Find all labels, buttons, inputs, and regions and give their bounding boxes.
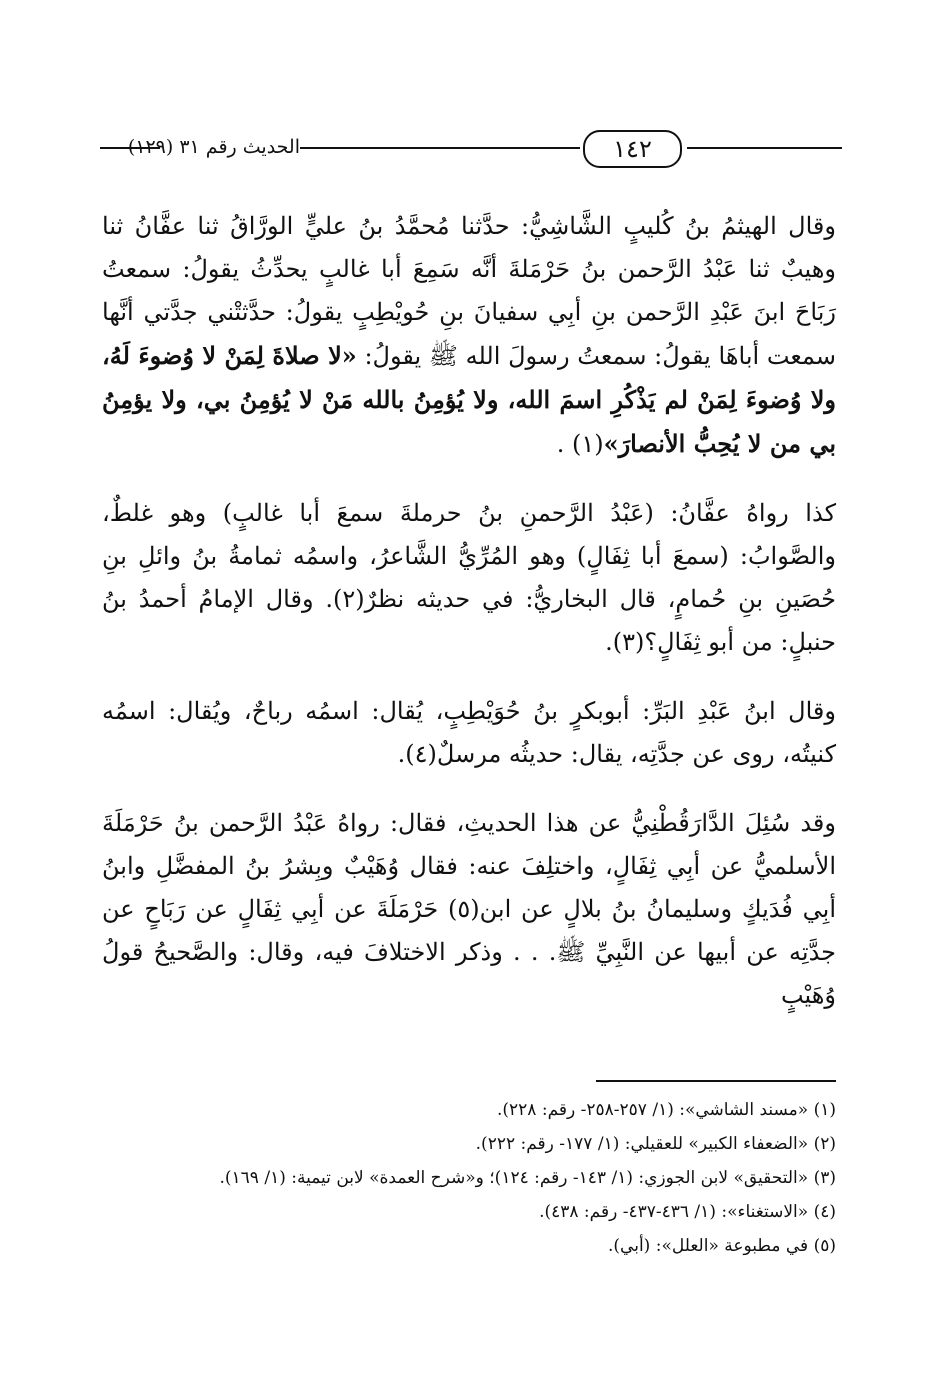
running-title: الحديث رقم ٣١ (١٢٩) [127, 136, 300, 158]
page-number: ١٤٢ [583, 130, 682, 168]
footnote-3: (٣) «التحقيق» لابن الجوزي: (١/ ١٤٣- رقم: ١٢٤)؛ و«شرح العمدة» لابن تيمية: (١/ ١٦٩). [219, 1168, 836, 1188]
footnote-1: (١) «مسند الشاشي»: (١/ ٢٥٧-٢٥٨- رقم: ٢٢٨). [496, 1100, 836, 1120]
header-rule-middle [300, 147, 580, 149]
isnad-text: وقال الهيثمُ بنُ كُليبٍ الشَّاشِيُّ: حدَّثنا مُحمَّدُ بنُ عليٍّ الورَّاقُ ثنا عفَّانُ ثنا وهيبٌ ثنا عَبْدُ الرَّحمن بنُ حَرْمَلةَ أنَّه سَمِعَ أبا غالبٍ يحدِّثُ يقولُ: سمعتُ رَبَاحَ ابنَ عَبْدِ الرَّحمن بنِ أبِي سفيانَ بنِ حُويْطِبٍ يقولُ: حدَّثتْني جدَّتي أنَّها سمعت أباهَا يقولُ: سمعتُ رسولَ الله ﷺ يقولُ: [102, 212, 836, 370]
paragraph-affan: كذا رواهُ عفَّانُ: (عَبْدُ الرَّحمنِ بنُ حرملةَ سمعَ أبا غالبٍ) وهو غلطٌ، والصَّوابُ: (سمعَ أبا ثِفَالٍ) وهو المُرِّيُّ الشَّاعرُ، واسمُه ثمامةُ بنُ وائلِ بنِ حُصَينِ بنِ حُمامٍ، قال البخاريُّ: في حديثه نظرٌ(٢). وقال الإمامُ أحمدُ بنُ حنبلٍ: من أبو ثِفَالٍ؟(٣). [102, 499, 836, 656]
footnote-separator [596, 1080, 836, 1082]
footnote-ref-1: (١) . [556, 430, 604, 458]
footnote-4: (٤) «الاستغناء»: (١/ ٤٣٦-٤٣٧- رقم: ٤٣٨). [539, 1202, 836, 1222]
header-rule-right [687, 147, 842, 149]
main-text [102, 205, 836, 1043]
footnote-2: (٢) «الضعفاء الكبير» للعقيلي: (١/ ١٧٧- رقم: ٢٢٢). [475, 1134, 836, 1154]
paragraph-daraqutni: وقد سُئِلَ الدَّارَقُطْنِيُّ عن هذا الحديثِ، فقال: رواهُ عَبْدُ الرَّحمن بنُ حَرْمَلَةَ الأسلميُّ عن أبِي ثِفَالٍ، واختلِفَ عنه: فقال وُهَيْبٌ وبِشرُ بنُ المفضَّلِ وابنُ أبِي فُدَيكٍ وسليمانُ بنُ بلالٍ عن ابن(٥) حَرْمَلَةَ عن أبِي ثِفَالٍ عن رَبَاحٍ عن جدَّتِه عن أبيها عن النَّبِيِّ ﷺ. . . وذكر الاختلافَ فيه، وقال: والصَّحيحُ قولُ وُهَيْبٍ [102, 809, 836, 1009]
page-header [100, 128, 842, 168]
paragraph-hadith [102, 205, 836, 466]
hadith-matn: «لا صلاةَ لِمَنْ لا وُضوءَ لَهُ، ولا وُضوءَ لِمَنْ لم يَذْكُرِ اسمَ الله، ولا يُؤمِنُ بالله مَنْ لا يُؤمِنُ بي، ولا يؤمِنُ بي من لا يُحِبُّ الأنصارَ» [102, 341, 836, 458]
footnotes [102, 1093, 836, 1263]
footnote-5: (٥) في مطبوعة «العلل»: (أبي). [608, 1236, 836, 1256]
paragraph-ibn-abd-albarr: وقال ابنُ عَبْدِ البَرِّ: أبوبكرٍ بنُ حُوَيْطِبٍ، يُقال: اسمُه رباحٌ، ويُقال: اسمُه كنيتُه، روى عن جدَّتِه، يقال: حديثُه مرسلٌ(٤). [102, 697, 836, 768]
